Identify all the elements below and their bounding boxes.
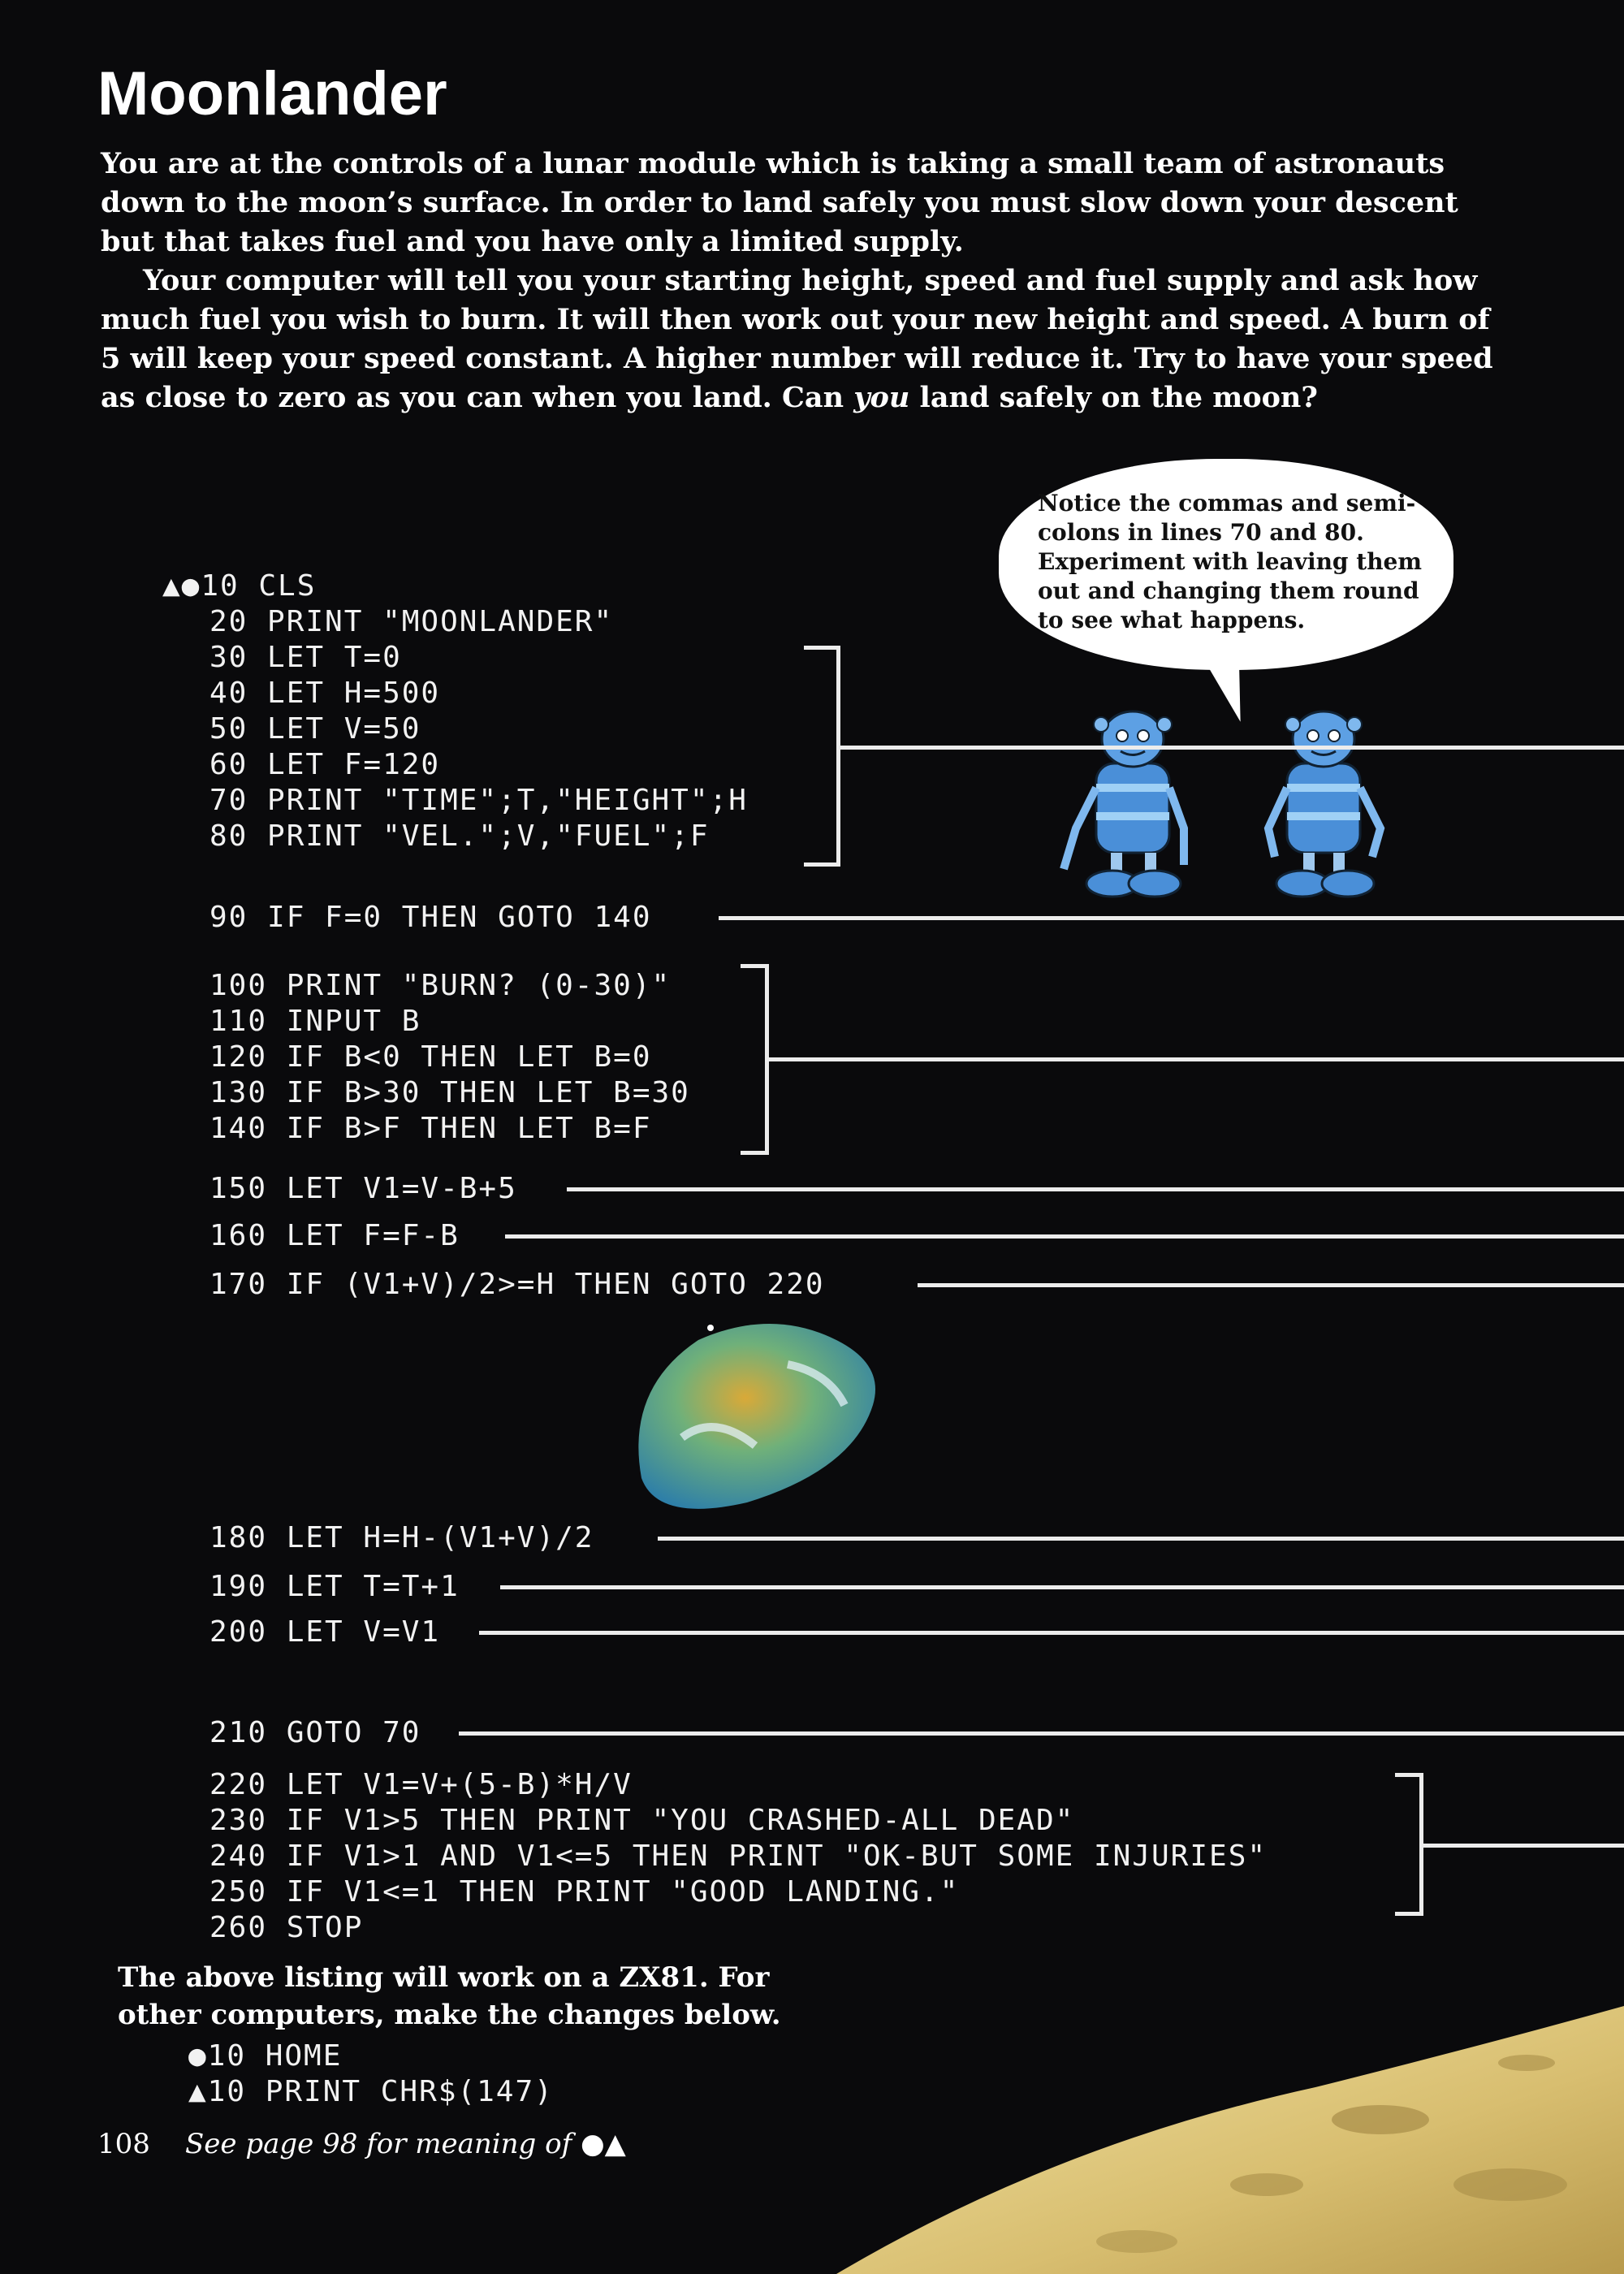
connector-line <box>1419 1844 1624 1848</box>
change-line-circle: ●10 HOME <box>188 2039 343 2073</box>
intro-text <box>101 145 1497 417</box>
speech-bubble-text: Notice the commas and semi-colons in lines 70 and 80. Experiment with leaving them out and changing them round to see what happens. <box>1038 490 1422 633</box>
compatibility-note <box>118 1959 849 2034</box>
note-line-1: The above listing will work on a ZX81. For <box>118 1961 770 1994</box>
code-line: 260 STOP <box>209 1911 364 1944</box>
code-line: 150 LET V1=V-B+5 <box>209 1172 517 1205</box>
page-title: Moonlander <box>97 59 447 128</box>
code-line: ▲●10 CLS <box>162 569 317 603</box>
code-line: 170 IF (V1+V)/2>=H THEN GOTO 220 <box>209 1268 825 1301</box>
code-line: 140 IF B>F THEN LET B=F <box>209 1112 652 1145</box>
connector-line <box>479 1631 1624 1635</box>
code-line: 120 IF B<0 THEN LET B=0 <box>209 1040 652 1074</box>
page-number: 108 <box>97 2128 150 2160</box>
connector-line <box>658 1537 1624 1541</box>
code-line: 80 PRINT "VEL.";V,"FUEL";F <box>209 819 710 853</box>
code-line: 210 GOTO 70 <box>209 1716 421 1749</box>
code-line: 190 LET T=T+1 <box>209 1570 460 1603</box>
connector-line <box>765 1057 1624 1061</box>
code-line: 230 IF V1>5 THEN PRINT "YOU CRASHED-ALL DEAD" <box>209 1804 1075 1837</box>
code-line: 50 LET V=50 <box>209 712 421 746</box>
intro-paragraph-2-start: Your computer will tell you your starting height, speed and fuel supply and ask how much fuel you wish to burn. It will then work out your new height and speed. A burn of 5 will keep your speed constant. A higher number will reduce it. Try to have your speed as close to zero as you can when you land. Can <box>101 264 1493 414</box>
footnote-symbols: ●▲ <box>581 2128 626 2160</box>
footnote <box>185 2128 626 2160</box>
code-line: 180 LET H=H-(V1+V)/2 <box>209 1521 594 1554</box>
code-line: 60 LET F=120 <box>209 748 441 781</box>
footnote-text: See page 98 for meaning of <box>185 2128 581 2160</box>
intro-paragraph-2 <box>101 262 1497 417</box>
intro-paragraph-2-end: land safely on the moon? <box>909 381 1318 414</box>
connector-line <box>918 1283 1624 1287</box>
moon-surface-icon <box>812 1998 1624 2274</box>
code-line: 130 IF B>30 THEN LET B=30 <box>209 1076 690 1109</box>
code-line: 220 LET V1=V+(5-B)*H/V <box>209 1768 633 1801</box>
connector-line <box>836 746 1624 750</box>
robot-icon <box>1031 707 1226 901</box>
connector-line <box>505 1234 1624 1239</box>
note-line-2: other computers, make the changes below. <box>118 1999 781 2031</box>
bracket <box>804 646 840 867</box>
code-line: 240 IF V1>1 AND V1<=5 THEN PRINT "OK-BUT SOME INJURIES" <box>209 1840 1268 1873</box>
code-line: 160 LET F=F-B <box>209 1219 460 1252</box>
connector-line <box>500 1585 1624 1589</box>
connector-line <box>719 916 1624 920</box>
change-line-triangle: ▲10 PRINT CHR$(147) <box>188 2075 554 2108</box>
code-line: 70 PRINT "TIME";T,"HEIGHT";H <box>209 784 748 817</box>
planet-earth-icon <box>625 1316 885 1519</box>
code-line: 100 PRINT "BURN? (0-30)" <box>209 969 672 1002</box>
robot-icon <box>1234 707 1413 901</box>
code-line: 90 IF F=0 THEN GOTO 140 <box>209 901 652 934</box>
intro-paragraph-1: You are at the controls of a lunar module which is taking a small team of astronauts down to the moon’s surface. In order to land safely you must slow down your descent but that takes fuel and you have only a limited supply. <box>101 147 1458 258</box>
connector-line <box>567 1187 1624 1191</box>
code-line: 20 PRINT "MOONLANDER" <box>209 605 614 638</box>
intro-emphasis: you <box>853 381 910 414</box>
code-line: 30 LET T=0 <box>209 641 402 674</box>
code-line: 250 IF V1<=1 THEN PRINT "GOOD LANDING." <box>209 1875 960 1909</box>
code-line: 200 LET V=V1 <box>209 1615 441 1649</box>
connector-line <box>459 1731 1624 1736</box>
code-line: 40 LET H=500 <box>209 677 441 710</box>
code-line: 110 INPUT B <box>209 1005 421 1038</box>
